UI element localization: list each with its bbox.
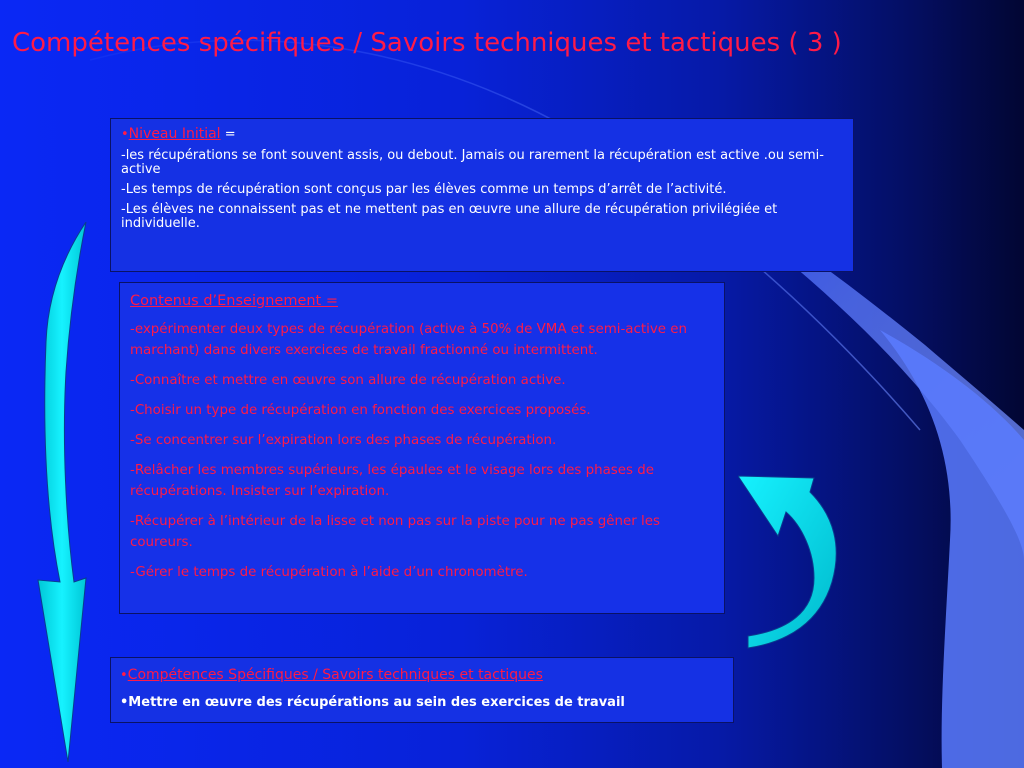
left-curved-arrow-icon — [30, 222, 92, 762]
contenus-item: -Récupérer à l’intérieur de la lisse et non pas sur la piste pour ne pas gêner les coureurs. — [130, 514, 660, 550]
contenus-item: -Choisir un type de récupération en fonction des exercices proposés. — [130, 403, 591, 418]
slide-title: Compétences spécifiques / Savoirs techniques et tactiques ( 3 ) — [12, 28, 842, 58]
competences-box — [110, 657, 734, 723]
niveau-initial-line: -Les élèves ne connaissent pas et ne mettent pas en œuvre une allure de récupération privilégiée et individuelle. — [121, 202, 778, 231]
competences-heading: Compétences Spécifiques / Savoirs techniques et tactiques — [127, 667, 543, 683]
heading-suffix: = — [220, 127, 236, 142]
contenus-enseignement-box — [119, 282, 725, 614]
right-curved-arrow-icon — [738, 452, 842, 652]
niveau-initial-line: -les récupérations se font souvent assis, ou debout. Jamais ou rarement la récupération est active .ou semi-active — [121, 148, 824, 177]
competences-line: •Mettre en œuvre des récupérations au sein des exercices de travail — [120, 695, 625, 710]
niveau-initial-heading-line — [121, 127, 843, 142]
niveau-initial-heading: Niveau Initial — [128, 126, 221, 142]
competences-heading-line — [120, 666, 724, 685]
niveau-initial-box — [110, 118, 854, 272]
decorative-band-lower — [880, 330, 1024, 768]
contenus-heading: Contenus d’Enseignement = — [130, 293, 338, 309]
contenus-item: -expérimenter deux types de récupération (active à 50% de VMA et semi-active en marchant) dans divers exercices de travail fractionné ou intermittent. — [130, 322, 687, 358]
niveau-initial-line: -Les temps de récupération sont conçus par les élèves comme un temps d’arrêt de l’activité. — [121, 182, 727, 197]
contenus-item: -Se concentrer sur l’expiration lors des phases de récupération. — [130, 433, 557, 448]
contenus-item: -Gérer le temps de récupération à l’aide d’un chronomètre. — [130, 565, 528, 580]
contenus-item: -Connaître et mettre en œuvre son allure de récupération active. — [130, 373, 566, 388]
contenus-item: -Relâcher les membres supérieurs, les épaules et le visage lors des phases de récupérations. Insister sur l’expiration. — [130, 463, 654, 499]
bullet: • — [121, 127, 129, 142]
bullet: • — [120, 668, 128, 683]
